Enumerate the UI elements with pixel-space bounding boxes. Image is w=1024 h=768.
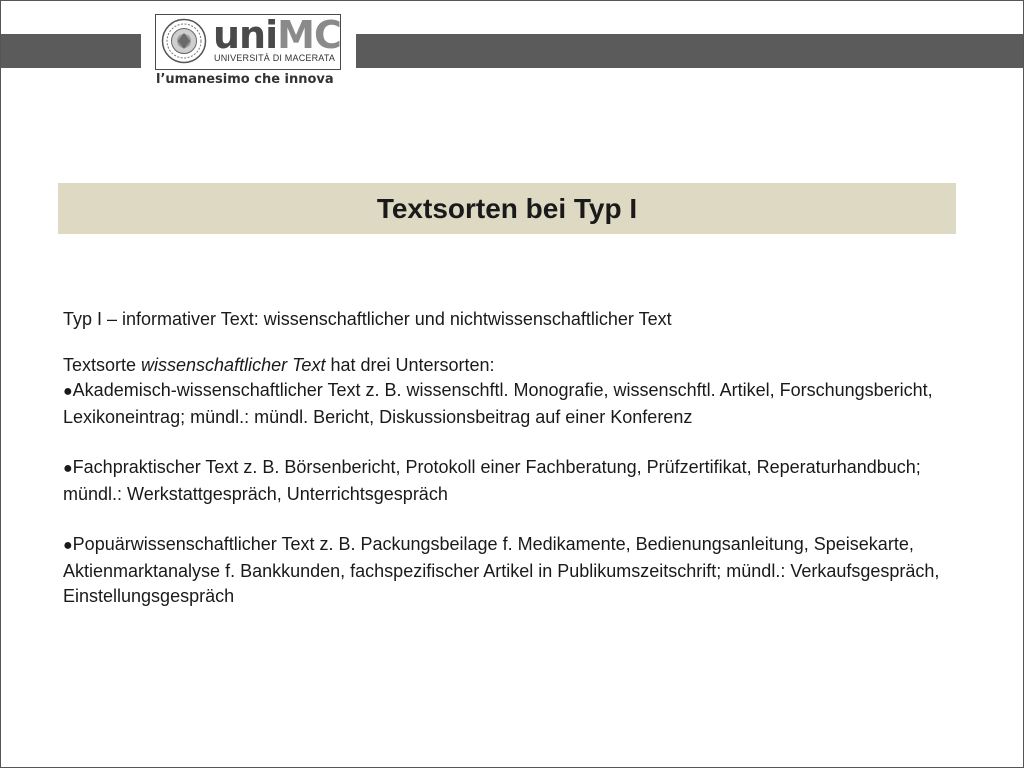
subtypes-lead — [63, 353, 963, 379]
list-item-text: Fachpraktischer Text z. B. Börsenbericht, Protokoll einer Fachberatung, Prüfzertifikat, Reperaturhandbuch; mündl.: Werkstattgespräch, Unterrichtsgespräch — [63, 457, 921, 504]
wordmark-mc: MC — [277, 13, 341, 57]
intro-line: Typ I – informativer Text: wissenschaftlicher und nichtwissenschaftlicher Text — [63, 309, 672, 329]
lead-suffix: hat drei Untersorten: — [325, 354, 495, 375]
university-logo — [141, 1, 356, 97]
slide-body — [63, 307, 963, 610]
logo-wordmark — [213, 15, 341, 55]
header-bar-left — [1, 34, 141, 68]
logo-tagline: l’umanesimo che innova — [156, 72, 334, 87]
list-item — [63, 455, 963, 507]
bullet-icon: ● — [63, 460, 73, 477]
university-name: UNIVERSITÀ DI MACERATA — [214, 53, 336, 63]
logo-frame — [155, 14, 341, 70]
bullet-icon: ● — [63, 383, 73, 400]
title-band — [58, 183, 956, 234]
wordmark-uni: uni — [213, 13, 278, 57]
lead-prefix: Textsorte — [63, 354, 142, 375]
list-item-text: Popuärwissenschaftlicher Text z. B. Packungsbeilage f. Medikamente, Bedienungsanleitung, Speisekarte, Aktienmarktanalyse f. Bankkunden, fachspezifischer Artikel in Publikumszeitschrift; mündl.: Verkaufsgespräch, Einstellungsgespräch — [63, 534, 940, 606]
list-item — [63, 532, 963, 610]
lead-emphasis: wissenschaftlicher Text — [141, 354, 326, 375]
header-bar-right — [356, 34, 1023, 68]
slide-title: Textsorten bei Typ I — [376, 192, 638, 224]
bullet-icon: ● — [63, 537, 73, 554]
university-seal-icon — [161, 18, 207, 64]
list-item — [63, 378, 963, 430]
list-item-text: Akademisch-wissenschaftlicher Text z. B. wissenschftl. Monografie, wissenschftl. Artikel, Forschungsbericht, Lexikoneintrag; mündl.: mündl. Bericht, Diskussionsbeitrag auf einer Konferenz — [63, 380, 933, 427]
